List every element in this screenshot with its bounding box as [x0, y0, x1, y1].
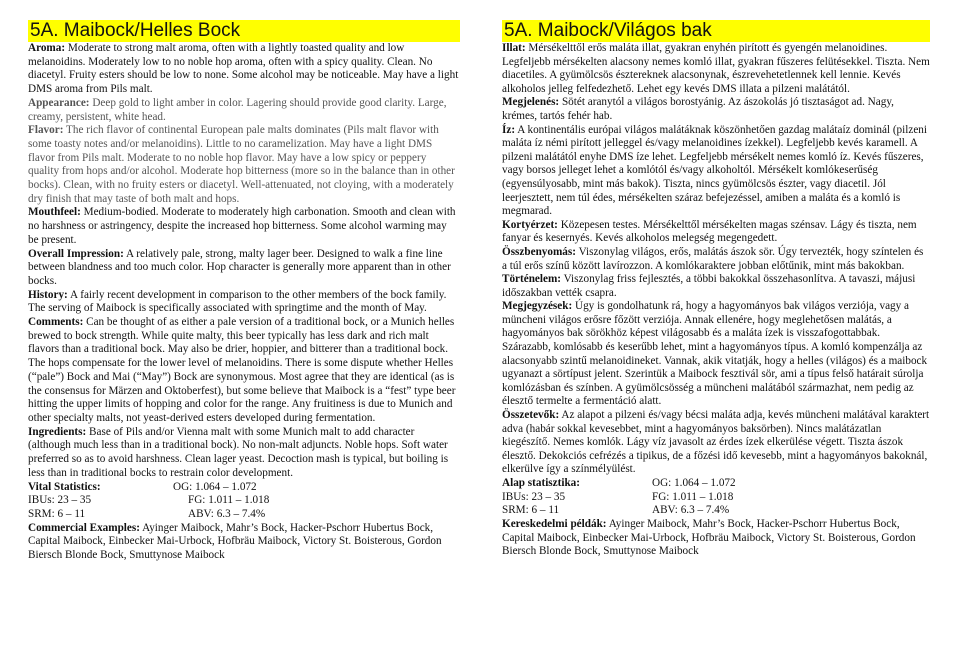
illat-paragraph: [502, 42, 930, 96]
pelda-paragraph: [502, 518, 930, 559]
illat-text: Mérsékelttől erős maláta illat, gyakran enyhén pirított és gyengén melanoidines. Legfeljebb mérsékelten alacsony nemes komló illat, gyakran fűszeres felütésekkel. Tiszta. Nem diacetiles. A gyümölcsös észtereknek alacsonynak, észrevehetetlennek kell lennie. Kevés alkoholos jelleg felfedezhető. Lehet egy kevés DMS illata a pilzeni malátától.: [502, 42, 930, 95]
og-value: OG: 1.064 – 1.072: [173, 480, 257, 493]
tortenelem-paragraph: [502, 273, 930, 300]
examples-label: Commercial Examples:: [28, 521, 140, 534]
vital-stats-row-1: [28, 481, 460, 495]
comments-label: Comments:: [28, 316, 84, 329]
aroma-label: Aroma:: [28, 42, 66, 54]
megjegyzesek-text: Úgy is gondolhatunk rá, hogy a hagyományos bak világos verziója, vagy a müncheni világos erősre főzött verziója. Annak ellenére, hogy meglehetősen malátás, a hagyományos bak sörökhöz képest világosabb és a maláta ízek is visszafogottabbak. Szárazabb, komlósabb és keserűbb lehet, mint a hagyományos típus. A komló kompenzálja az alacsonyabb szintű melanoidineket. Vannak, akik vitatják, hogy a helles (világos) és a maibock ugyanazt a sörtípust jelent. Szerintük a Maibock fesztivál sör, ami a típus felső határait súrolja komlózásban és színben. A gyümölcsösség a müncheni malátából származhat, nem pedig az élesztő termelte a fermentáció alatt.: [502, 300, 928, 408]
tortenelem-text: Viszonylag friss fejlesztés, a többi bakokkal összehasonlítva. A tavaszi, májusi időszakban vették csapra.: [502, 273, 916, 299]
history-text: A fairly recent development in comparison to the other members of the bock family. The serving of Maibock is specifically associated with springtime and the month of May.: [28, 288, 447, 315]
og-value-hu: OG: 1.064 – 1.072: [652, 477, 736, 489]
alap-stats-row-1: [502, 477, 930, 491]
mouthfeel-label: Mouthfeel:: [28, 206, 81, 219]
megjegyzesek-label: Megjegyzések:: [502, 300, 573, 313]
fg-value-hu: FG: 1.011 – 1.018: [652, 490, 734, 503]
overall-label: Overall Impression:: [28, 247, 124, 260]
examples-text: Ayinger Maibock, Mahr’s Bock, Hacker-Pschorr Hubertus Bock, Capital Maibock, Einbecker Mai-Urbock, Hofbräu Maibock, Victory St. Boisterous, Gordon Biersch Blonde Bock, Smuttynose Maibock: [28, 521, 442, 562]
iz-label: Íz:: [502, 123, 516, 136]
appearance-paragraph: [28, 97, 460, 124]
mouthfeel-text: Medium-bodied. Moderate to moderately high carbonation. Smooth and clean with no harshness or astringency, despite the increased hop bitterness. Some alcohol warming may be present.: [28, 206, 456, 246]
comments-paragraph: [28, 316, 460, 426]
vital-stats-row-2: [28, 494, 460, 508]
osszetevok-text: Az alapot a pilzeni és/vagy bécsi maláta adja, kevés müncheni malátával karaktert adva (habár sokkal kevesebbet, mint a hagyományos baksörben). Nincs malátázatlan kiegészítő. Nemes komlók. Lágy víz javasolt az érdes ízek elkerülése végett. Tiszta ászok élesztő. Dekokciós cefrézés a tipikus, de a főzési idő kevesebb, mint a hagyományos bakoknál, elkerülve így a színmélyülést.: [502, 409, 930, 476]
fg-value: FG: 1.011 – 1.018: [188, 494, 270, 507]
srm-value: SRM: 6 – 11: [28, 507, 86, 520]
comments-text: Can be thought of as either a pale version of a traditional bock, or a Munich helles brewed to bock strength. While quite malty, this beer typically has less dark and rich malt flavors than a traditional bock. May also be drier, hoppier, and bitterer than a traditional bock. The hops compensate for the lower level of melanoidins. There is some dispute whether Helles (“pale”) Bock and Mai (“May”) Bock are synonymous. Most agree that they are identical (as is the consensus for Märzen and Oktoberfest), but some believe that Maibock is a “fest” type beer hitting the upper limits of hopping and color for the range. Any fruitiness is due to Munich and other specialty malts, not yeast-derived esters developed during fermentation.: [28, 316, 456, 424]
ibus-value-hu: IBUs: 23 – 35: [502, 490, 566, 503]
megjelenes-text: Sötét aranytól a világos borostyánig. Az ászokolás jó tisztaságot ad. Nagy, krémes, tartós fehér hab.: [502, 96, 894, 122]
alap-stats-label: Alap statisztika:: [502, 477, 581, 489]
vital-stats-label: Vital Statistics:: [28, 480, 101, 493]
megjegyzesek-paragraph: [502, 300, 930, 409]
hungarian-column: [502, 20, 930, 559]
ingredients-text: Base of Pils and/or Vienna malt with some Munich malt to add character (although much less than in a traditional bock). No non-malt adjuncts. Noble hops. Soft water preferred so as to avoid harshness. Clean lager yeast. Decoction mash is typical, but boiling is less than in traditional bocks to restrain color development.: [28, 425, 449, 479]
aroma-text: Moderate to strong malt aroma, often with a lightly toasted quality and low melanoidins. Moderately low to no noble hop aroma, often with a spicy quality. Clean. No diacetyl. Fruity esters should be low to none. Some alcohol may be noticeable. May have a light DMS aroma from Pils malt.: [28, 42, 459, 96]
iz-paragraph: [502, 124, 930, 219]
osszbenyomas-paragraph: [502, 246, 930, 273]
appearance-text: Deep gold to light amber in color. Lagering should provide good clarity. Large, creamy, persistent, white head.: [28, 96, 447, 123]
kortyerzet-text: Közepesen testes. Mérsékelttől mérsékelten magas szénsav. Lágy és tiszta, nem fanyar és kesernyés. Kevés alkoholos melegség megengedett.: [502, 218, 917, 245]
illat-label: Illat:: [502, 42, 526, 54]
osszetevok-paragraph: [502, 409, 930, 477]
english-title: 5A. Maibock/Helles Bock: [28, 20, 460, 42]
abv-value-hu: ABV: 6.3 – 7.4%: [652, 504, 730, 517]
pelda-text: Ayinger Maibock, Mahr’s Bock, Hacker-Pschorr Hubertus Bock, Capital Maibock, Einbecker Mai-Urbock, Hofbräu Maibock, Victory St. Boisterous, Gordon Biersch Blonde Bock, Smuttynose Maibock: [502, 518, 916, 558]
kortyerzet-label: Kortyérzet:: [502, 218, 558, 231]
mouthfeel-paragraph: [28, 206, 460, 247]
vital-stats-row-3: [28, 508, 460, 522]
ingredients-paragraph: [28, 426, 460, 481]
megjelenes-paragraph: [502, 96, 930, 123]
pelda-label: Kereskedelmi példák:: [502, 518, 607, 531]
aroma-paragraph: [28, 42, 460, 97]
tortenelem-label: Történelem:: [502, 273, 562, 286]
overall-paragraph: [28, 248, 460, 289]
flavor-label: Flavor:: [28, 124, 64, 137]
kortyerzet-paragraph: [502, 219, 930, 246]
iz-text: A kontinentális európai világos malátáknak köszönhetően gazdag malátaíz dominál (pilzeni maláta íz némi pirított jelleggel és/vagy melanoidines ízekkel). Legfeljebb kevés karamell. A pilzeni malátától enyhe DMS íze lehet. Legfeljebb mérsékelt nemes komló íz. Kevés fűszeres, vagy borsos jelleget lehet a komlótól és/vagy alkoholtól. Mérsékelt komlókeserűség (egyensúlyosabb, mint más bakok). Tiszta, nincs gyümölcsös észter, vagy diacetil. Jól leerjesztett, nem túl édes, mérsékelten száraz befejezéssel, amiben a maláta és a komló is megmarad.: [502, 123, 928, 218]
history-label: History:: [28, 288, 68, 301]
overall-text: A relatively pale, strong, malty lager beer. Designed to walk a fine line between blandness and too much color. Hop character is generally more apparent than in other bocks.: [28, 247, 451, 287]
flavor-paragraph: [28, 124, 460, 206]
alap-stats-row-3: [502, 504, 930, 518]
history-paragraph: [28, 289, 460, 316]
english-column: [28, 20, 460, 563]
alap-stats-row-2: [502, 491, 930, 505]
flavor-text: The rich flavor of continental European pale malts dominates (Pils malt flavor with some toasty notes and/or melanoidins). Little to no caramelization. May have a light DMS flavor from Pils malt. Moderate to no noble hop flavor. May have a low spicy or peppery quality from hops and/or alcohol. Moderate hop bitterness (more so in the balance than in other bocks). Clean, with no fruity esters or diacetyl. Well-attenuated, not cloying, with a moderately dry finish that may taste of both malt and hops.: [28, 124, 455, 205]
megjelenes-label: Megjelenés:: [502, 96, 560, 109]
ibus-value: IBUs: 23 – 35: [28, 494, 92, 507]
examples-paragraph: [28, 522, 460, 563]
srm-value-hu: SRM: 6 – 11: [502, 504, 560, 517]
abv-value: ABV: 6.3 – 7.4%: [188, 507, 266, 520]
osszbenyomas-text: Viszonylag világos, erős, malátás ászok sör. Úgy tervezték, hogy színtelen és a túl erős színű között lavírozzon. A komlókaraktere jobban előtűnik, mint más bakokban.: [502, 245, 924, 272]
appearance-label: Appearance:: [28, 96, 90, 109]
osszbenyomas-label: Összbenyomás:: [502, 245, 576, 258]
hungarian-title: 5A. Maibock/Világos bak: [502, 20, 930, 42]
ingredients-label: Ingredients:: [28, 425, 87, 438]
osszetevok-label: Összetevők:: [502, 409, 560, 422]
